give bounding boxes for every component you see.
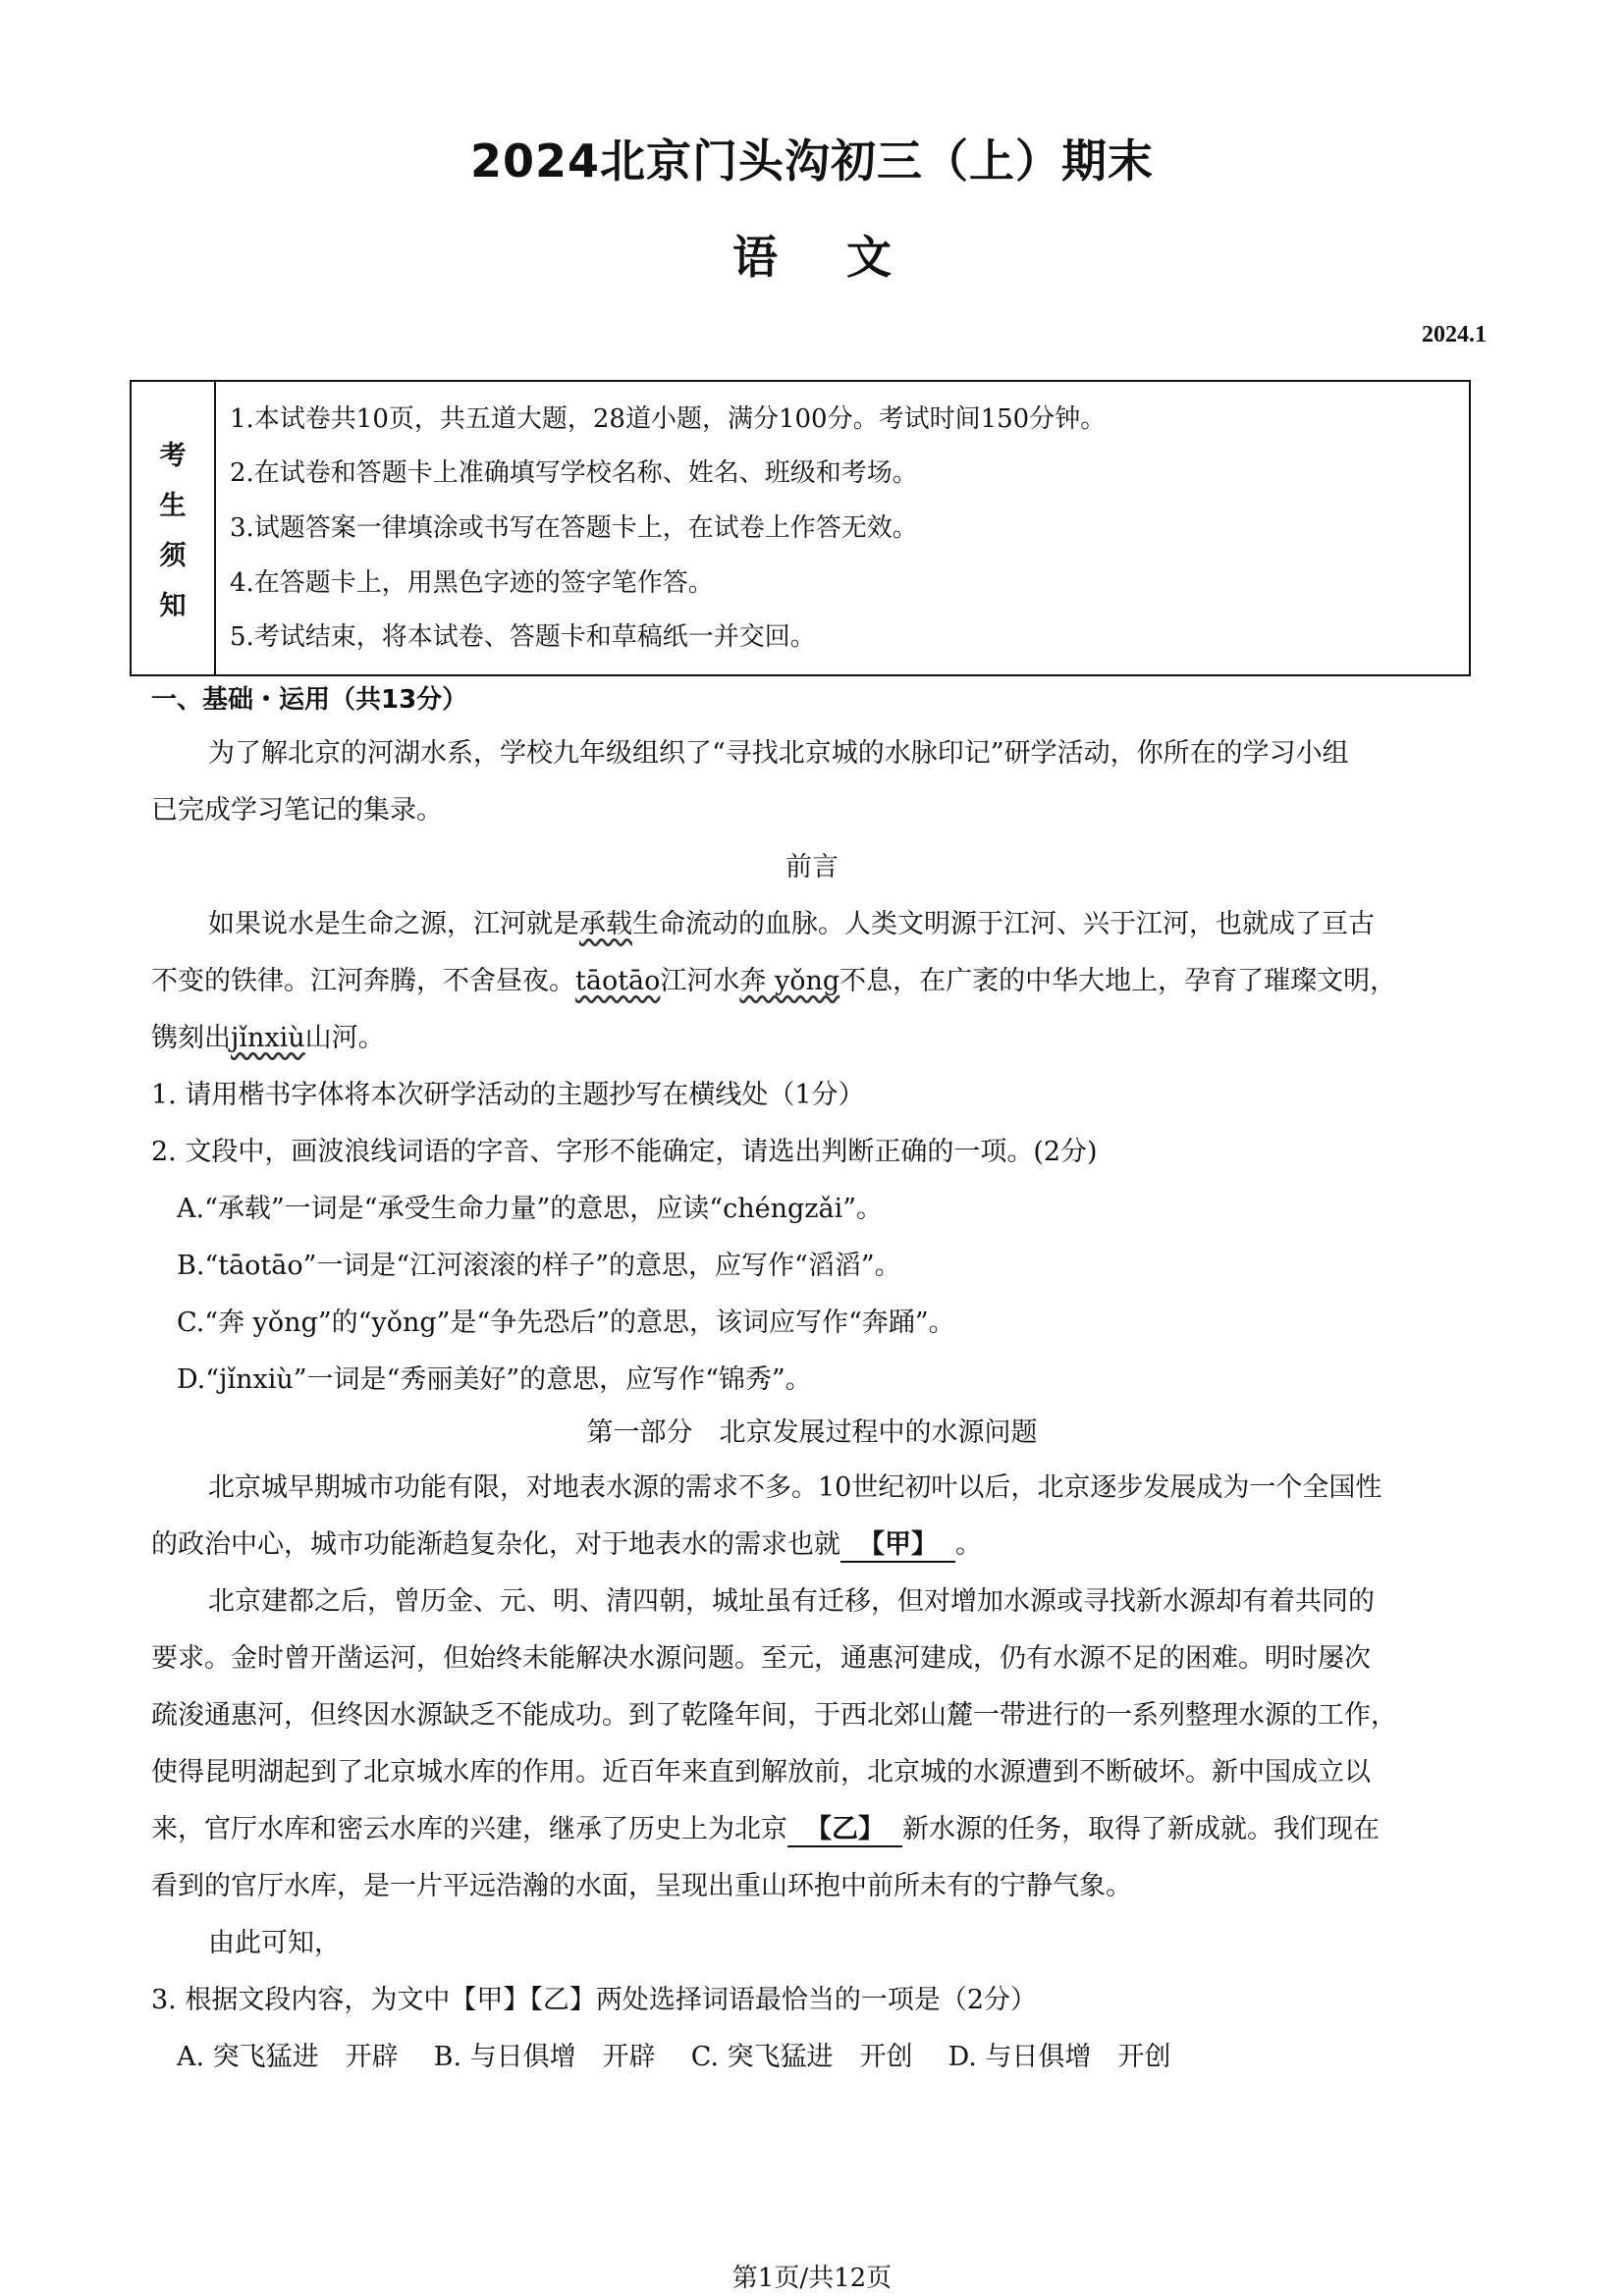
preface-line: 不变的铁律。江河奔腾，不舍昼夜。tāotāo江河水奔 yǒng不息，在广袤的中华大地上，孕育了璀璨文明， [151, 966, 1397, 996]
question-1: 1. 请用楷书字体将本次研学活动的主题抄写在横线处（1分） [151, 1080, 865, 1110]
notice-label [132, 382, 216, 674]
question-2: 2. 文段中，画波浪线词语的字音、字形不能确定，请选出判断正确的一项。(2分) [151, 1137, 1098, 1167]
notice-label-char: 知 [159, 591, 187, 621]
q3-option-c: C. 突飞猛进 开创 [690, 2042, 913, 2072]
notice-item: 1.本试卷共10页，共五道大题，28道小题，满分100分。考试时间150分钟。 [230, 403, 1107, 434]
preface-title: 前言 [785, 852, 839, 882]
preface-line: 如果说水是生命之源，江河就是承载生命流动的血脉。人类文明源于江河、兴于江河，也就成了亘古 [208, 909, 1375, 939]
q3-option-b: B. 与日俱增 开辟 [433, 2042, 656, 2072]
preface-line: 镌刻出jǐnxiù山河。 [151, 1023, 385, 1053]
passage-line: 北京城早期城市功能有限，对地表水源的需求不多。10世纪初叶以后，北京逐步发展成为一个全国性 [208, 1472, 1382, 1503]
wavy-word: jǐnxiù [231, 1023, 305, 1053]
q3-option-a: A. 突飞猛进 开辟 [177, 2042, 399, 2072]
notice-label-char: 生 [159, 491, 187, 521]
question-3: 3. 根据文段内容，为文中【甲】【乙】两处选择词语最恰当的一项是（2分） [151, 1985, 1038, 2015]
q2-option-b: B.“tāotāo”一词是“江河滚滚的样子”的意思，应写作“滔滔”。 [177, 1251, 901, 1281]
passage-line: 由此可知， [208, 1928, 341, 1958]
notice-item: 4.在答题卡上，用黑色字迹的签字笔作答。 [230, 567, 714, 598]
q2-option-a: A.“承载”一词是“承受生命力量”的意思，应读“chéngzǎi”。 [177, 1194, 884, 1224]
candidate-notice-box [130, 380, 1471, 676]
notice-item: 2.在试卷和答题卡上准确填写学校名称、姓名、班级和考场。 [230, 458, 918, 489]
wavy-word: 奔 yǒng [739, 966, 840, 996]
blank-jia: 【甲】 [840, 1529, 955, 1563]
intro-text: 已完成学习笔记的集录。 [151, 795, 443, 826]
notice-item: 5.考试结束，将本试卷、答题卡和草稿纸一并交回。 [230, 622, 816, 653]
q2-option-c: C.“奔 yǒng”的“yǒng”是“争先恐后”的意思，该词应写作“奔踊”。 [177, 1308, 955, 1338]
notice-items [216, 382, 1469, 674]
notice-label-char: 须 [159, 541, 187, 571]
subject-title: 语文 [732, 231, 960, 284]
passage-line: 要求。金时曾开凿运河，但始终未能解决水源问题。至元，通惠河建成，仍有水源不足的困难。明时屡次 [151, 1643, 1371, 1674]
part1-title: 第一部分 北京发展过程中的水源问题 [586, 1417, 1038, 1448]
exam-title: 2024北京门头沟初三（上）期末 [469, 134, 1155, 187]
passage-line: 使得昆明湖起到了北京城水库的作用。近百年来直到解放前，北京城的水源遭到不断破坏。新中国成立以 [151, 1757, 1371, 1788]
passage-line: 疏浚通惠河，但终因水源缺乏不能成功。到了乾隆年间，于西北郊山麓一带进行的一系列整理水源的工作， [151, 1700, 1397, 1731]
intro-text: 为了解北京的河湖水系，学校九年级组织了“寻找北京城的水脉印记”研学活动，你所在的学习小组 [208, 738, 1349, 769]
passage-line: 北京建都之后，曾历金、元、明、清四朝，城址虽有迁移，但对增加水源或寻找新水源却有着共同的 [208, 1586, 1375, 1617]
blank-yi: 【乙】 [787, 1814, 902, 1847]
wavy-word: 承载 [579, 909, 632, 939]
notice-label-char: 考 [159, 441, 187, 471]
q3-options [177, 2038, 1170, 2077]
q3-option-d: D. 与日俱增 开创 [947, 2042, 1171, 2072]
passage-line: 来，官厅水库和密云水库的兴建，继承了历史上为北京 【乙】 新水源的任务，取得了新成就。我们现在 [151, 1810, 1380, 1849]
passage-line: 的政治中心，城市功能渐趋复杂化，对于地表水的需求也就 【甲】 。 [151, 1525, 982, 1565]
notice-item: 3.试题答案一律填涂或书写在答题卡上，在试卷上作答无效。 [230, 512, 918, 543]
q2-option-d: D.“jǐnxiù”一词是“秀丽美好”的意思，应写作“锦秀”。 [177, 1364, 812, 1395]
section-heading: 一、基础・运用（共13分） [151, 685, 468, 715]
exam-date: 2024.1 [1422, 322, 1487, 347]
passage-line: 看到的官厅水库，是一片平远浩瀚的水面，呈现出重山环抱中前所未有的宁静气象。 [151, 1871, 1132, 1901]
page-footer: 第1页/共12页 [731, 2264, 893, 2293]
wavy-word: tāotāo [575, 966, 661, 996]
